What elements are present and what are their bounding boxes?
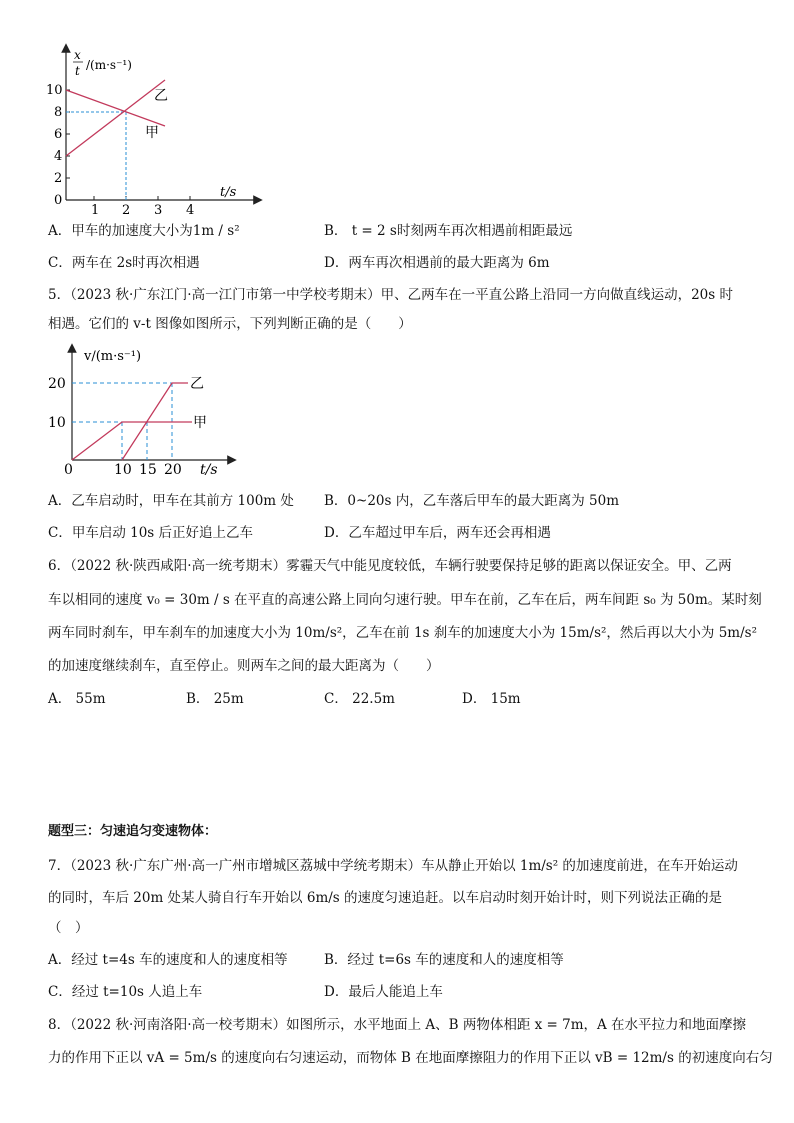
- q5-option-a[interactable]: A．乙车启动时，甲车在其前方 100m 处: [48, 493, 294, 509]
- q8-stem-line1: 8．（2022 秋·河南洛阳·高一校考期末）如图所示，水平地面上 A、B 两物体相距 x = 7m，A 在水平拉力和地面摩擦: [48, 1017, 747, 1033]
- q5-option-b[interactable]: B．0~20s 内，乙车落后甲车的最大距离为 50m: [324, 493, 619, 509]
- y-label-den: t: [75, 64, 80, 78]
- y-tick: 2: [54, 171, 63, 186]
- series-jia: [66, 90, 165, 126]
- q5-option-c[interactable]: C．甲车启动 10s 后正好追上乙车: [48, 525, 254, 541]
- series-yi: [66, 80, 165, 156]
- q7-option-a[interactable]: A．经过 t=4s 车的速度和人的速度相等: [48, 952, 288, 968]
- series-jia: [72, 422, 192, 460]
- label-jia: 甲: [193, 415, 207, 431]
- x-unit: t/s: [220, 185, 237, 200]
- x-unit: t/s: [200, 462, 218, 478]
- y-unit: /(m·s⁻¹): [86, 58, 132, 72]
- q4-option-d[interactable]: D．两车再次相遇前的最大距离为 6m: [324, 255, 550, 271]
- q7-stem-line1: 7．（2023 秋·广东广州·高一广州市增城区荔城中学统考期末）车从静止开始以 1m/s² 的加速度前进，在车开始运动: [48, 858, 738, 874]
- y-tick: 10: [48, 415, 66, 431]
- x-tick: 4: [186, 203, 195, 215]
- section-heading: 题型三：匀速追匀变速物体：: [48, 824, 218, 839]
- y-label-num: x: [74, 48, 81, 62]
- y-tick: 10: [46, 83, 63, 98]
- y-tick: 0: [64, 462, 73, 478]
- q7-stem-line3: （ ）: [48, 920, 89, 936]
- label-jia: 甲: [145, 125, 159, 141]
- q6-option-c[interactable]: C． 22.5m: [324, 691, 395, 707]
- q7-stem-line2: 的同时，车后 20m 处某人骑自行车开始以 6m/s 的速度匀速追赶。以车启动时刻开始计时，则下列说法正确的是: [48, 890, 723, 906]
- q7-option-d[interactable]: D．最后人能追上车: [324, 984, 443, 1000]
- y-tick: 0: [54, 193, 63, 208]
- x-tick: 1: [91, 203, 100, 215]
- graph-xt: [40, 40, 270, 215]
- x-tick: 10: [114, 462, 132, 478]
- q4-option-c[interactable]: C．两车在 2s时再次相遇: [48, 255, 200, 271]
- q4-option-b[interactable]: B． t = 2 s时刻两车再次相遇前相距最远: [324, 223, 573, 239]
- y-unit: v/(m·s⁻¹): [84, 349, 142, 364]
- y-tick: 4: [54, 149, 63, 164]
- label-yi: 乙: [154, 88, 168, 104]
- q7-option-b[interactable]: B．经过 t=6s 车的速度和人的速度相等: [324, 952, 564, 968]
- q5-stem-line1: 5．（2023 秋·广东江门·高一江门市第一中学校考期末）甲、乙两车在一平直公路上沿同一方向做直线运动，20s 时: [48, 287, 733, 303]
- q4-option-a[interactable]: A．甲车的加速度大小为1m / s²: [48, 223, 240, 239]
- x-tick: 20: [164, 462, 182, 478]
- y-tick: 6: [54, 127, 63, 142]
- q6-stem-line1: 6．（2022 秋·陕西咸阳·高一统考期末）雾霾天气中能见度较低，车辆行驶要保持足够的距离以保证安全。甲、乙两: [48, 558, 732, 574]
- q6-option-a[interactable]: A． 55m: [48, 691, 106, 707]
- graph-vt: [40, 342, 240, 482]
- q6-stem-line2: 车以相同的速度 v₀ = 30m / s 在平直的高速公路上同向匀速行驶。甲车在前，乙车在后，两车间距 s₀ 为 50m。某时刻: [48, 592, 762, 608]
- q6-option-b[interactable]: B． 25m: [186, 691, 244, 707]
- q5-option-d[interactable]: D．乙车超过甲车后，两车还会再相遇: [324, 525, 551, 541]
- x-tick: 2: [122, 203, 131, 215]
- y-tick: 8: [54, 105, 63, 120]
- q6-option-d[interactable]: D． 15m: [462, 691, 521, 707]
- q7-option-c[interactable]: C．经过 t=10s 人追上车: [48, 984, 203, 1000]
- x-tick: 15: [139, 462, 157, 478]
- q8-stem-line2: 力的作用下正以 vA = 5m/s 的速度向右匀速运动，而物体 B 在地面摩擦阻力的作用下正以 vB = 12m/s 的初速度向右匀: [48, 1050, 773, 1066]
- label-yi: 乙: [190, 376, 204, 392]
- x-tick: 3: [154, 203, 163, 215]
- q5-stem-line2: 相遇。它们的 v-t 图像如图所示，下列判断正确的是（ ）: [48, 316, 412, 332]
- q6-stem-line3: 两车同时刹车，甲车刹车的加速度大小为 10m/s²，乙车在前 1s 刹车的加速度大小为 15m/s²，然后再以大小为 5m/s²: [48, 625, 757, 641]
- q6-stem-line4: 的加速度继续刹车，直至停止。则两车之间的最大距离为（ ）: [48, 658, 440, 674]
- y-tick: 20: [48, 376, 66, 392]
